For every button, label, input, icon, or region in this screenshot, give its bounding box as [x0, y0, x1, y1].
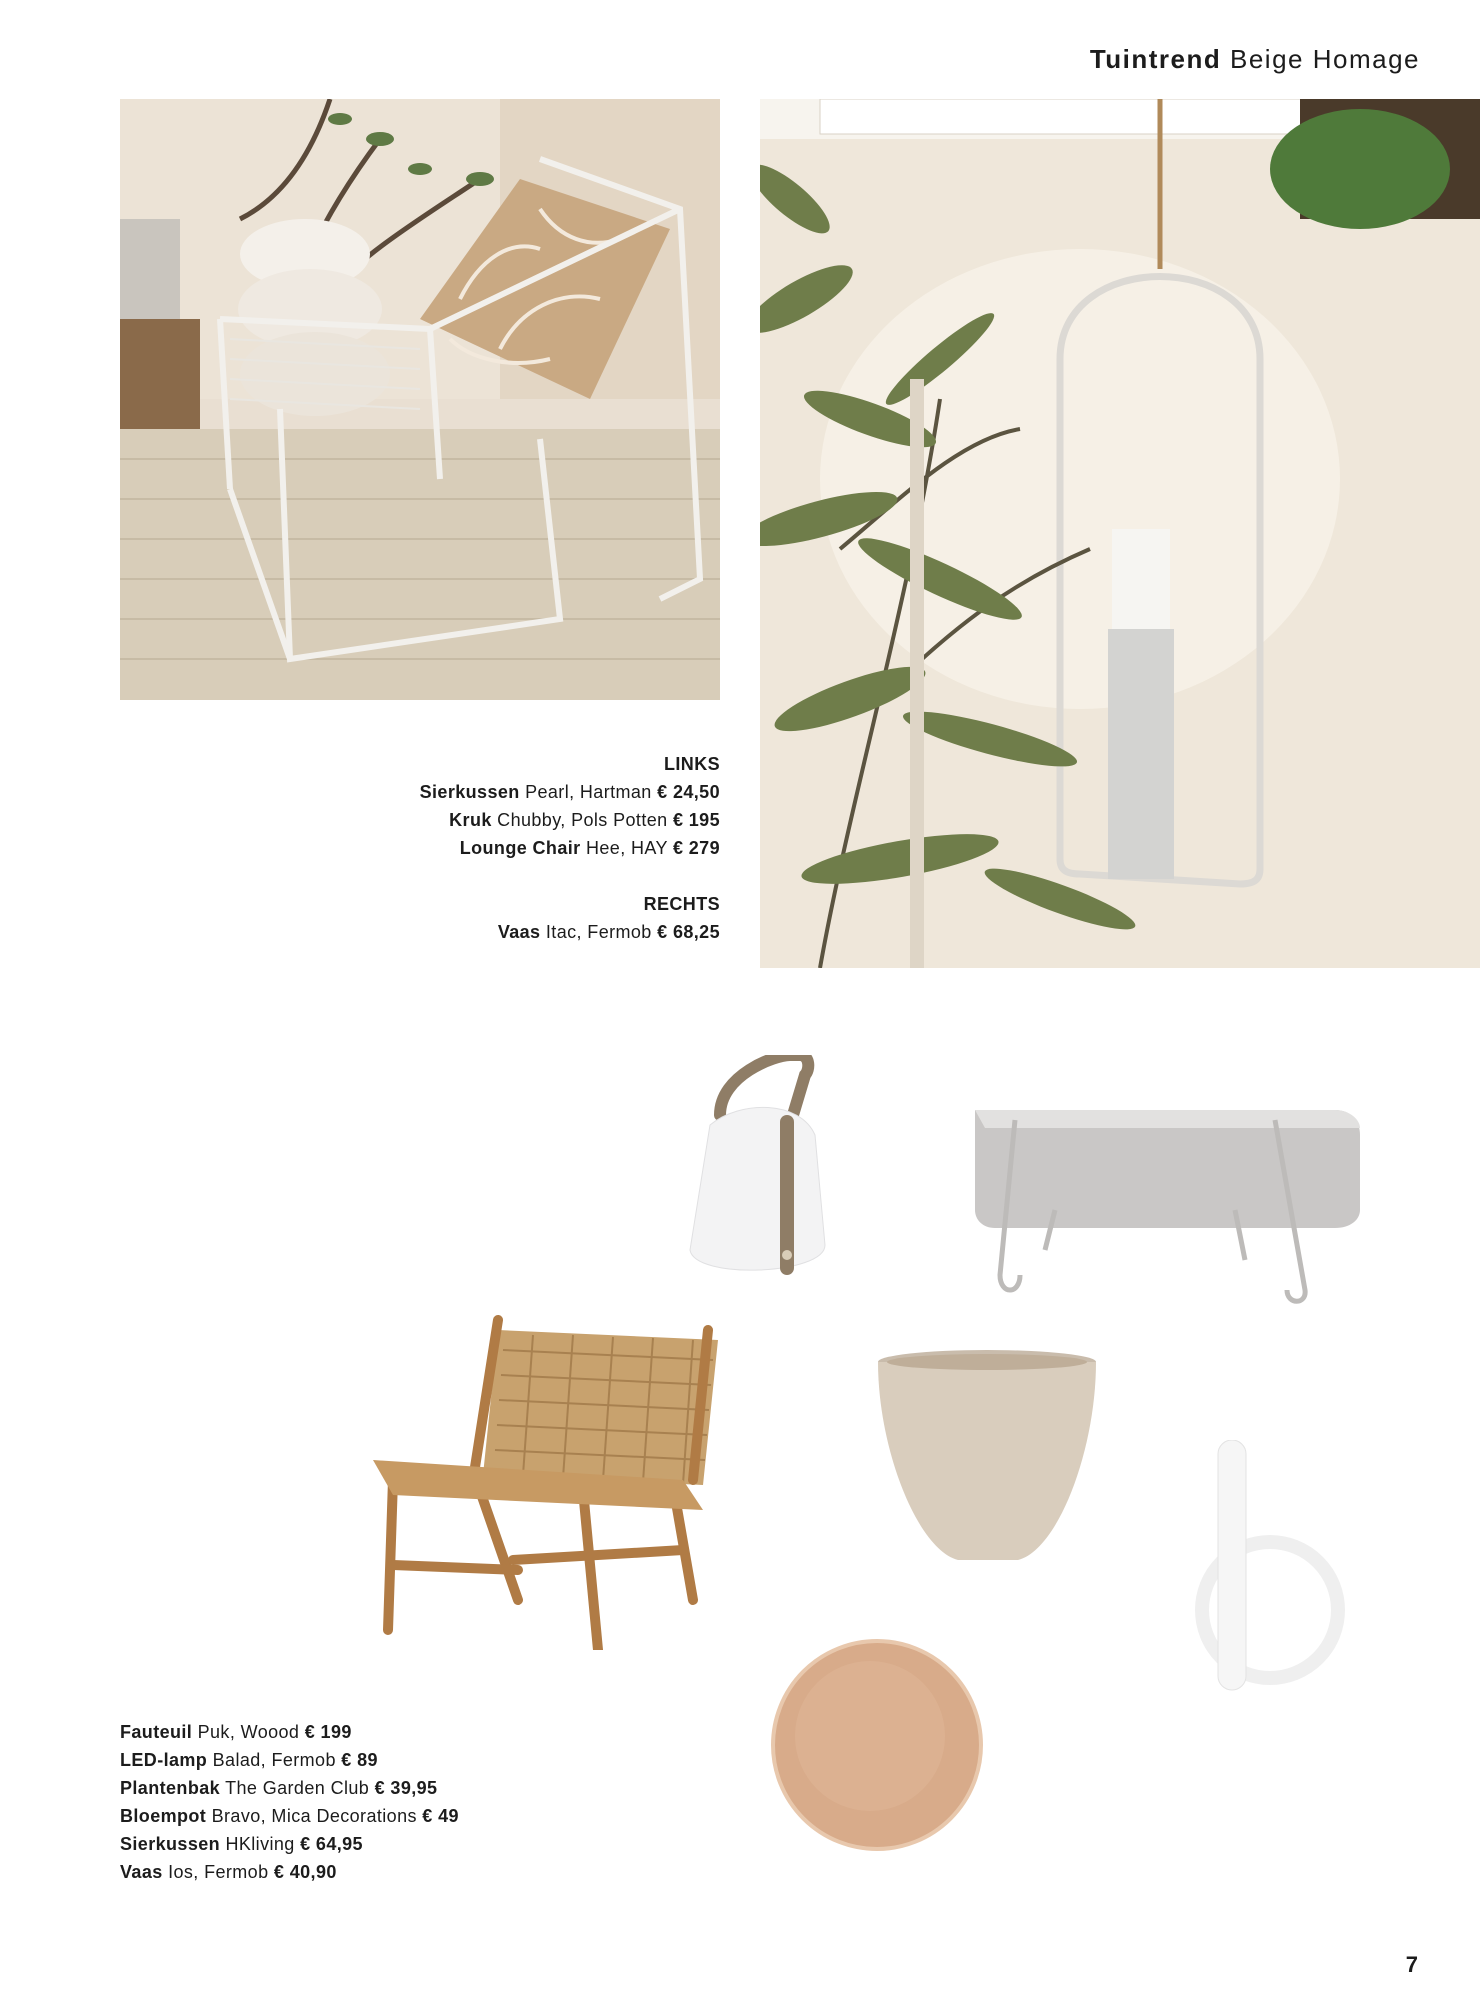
header-brand: Tuintrend — [1089, 44, 1222, 74]
product-planter-image — [975, 1100, 1360, 1305]
caption-products — [120, 1718, 459, 1886]
product-hoop-vase-image — [1180, 1440, 1360, 1700]
caption-links-heading: LINKS — [664, 754, 720, 774]
caption-item: Fauteuil Puk, Woood € 199 — [120, 1722, 352, 1742]
page-header — [1090, 44, 1420, 75]
caption-item: Kruk Chubby, Pols Potten € 195 — [449, 810, 720, 830]
product-flower-pot-image — [878, 1350, 1096, 1562]
photo-hanging-vase-wall — [760, 99, 1480, 968]
caption-item: Plantenbak The Garden Club € 39,95 — [120, 1778, 438, 1798]
product-round-cushion-image — [770, 1638, 985, 1853]
header-theme: Beige Homage — [1230, 44, 1420, 74]
caption-item: Bloempot Bravo, Mica Decorations € 49 — [120, 1806, 459, 1826]
caption-item: LED-lamp Balad, Fermob € 89 — [120, 1750, 378, 1770]
caption-photo-credits — [420, 750, 720, 946]
caption-item: Lounge Chair Hee, HAY € 279 — [459, 838, 720, 858]
caption-item: Vaas Itac, Fermob € 68,25 — [497, 922, 720, 942]
caption-item: Vaas Ios, Fermob € 40,90 — [120, 1862, 337, 1882]
caption-rechts-heading: RECHTS — [643, 894, 720, 914]
caption-item: Sierkussen HKliving € 64,95 — [120, 1834, 363, 1854]
product-armchair-image — [373, 1310, 718, 1650]
page-number: 7 — [1405, 1952, 1418, 1977]
photo-lounge-chair-scene — [120, 99, 720, 700]
caption-item: Sierkussen Pearl, Hartman € 24,50 — [419, 782, 720, 802]
product-led-lamp-image — [680, 1055, 830, 1280]
